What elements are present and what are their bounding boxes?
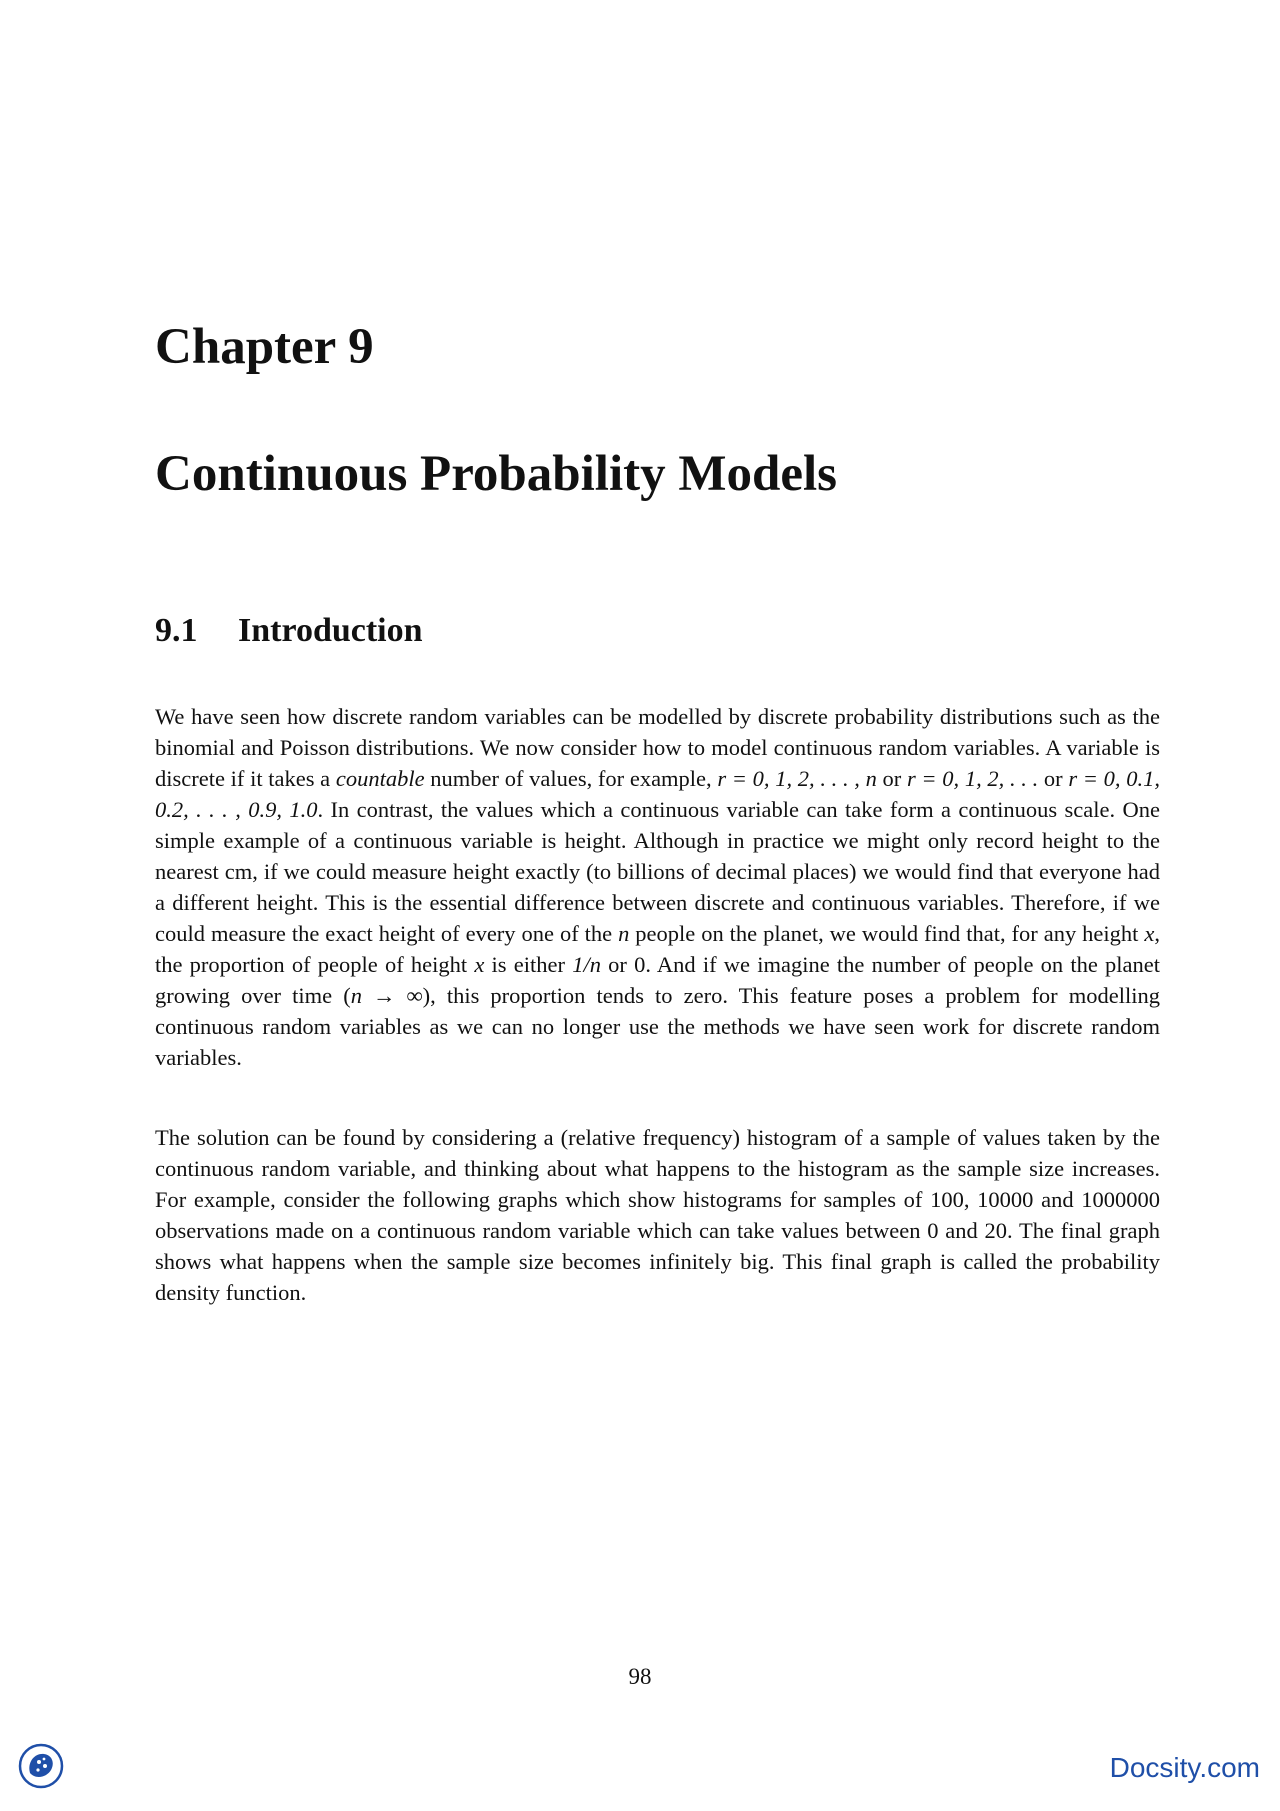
emphasis-countable: countable — [335, 766, 425, 791]
intro-paragraph-2 — [155, 1122, 1160, 1308]
text-run: number of values, for example, — [424, 766, 718, 791]
math-variable: x — [1144, 921, 1155, 946]
math-expression: n → ∞ — [350, 983, 423, 1008]
text-run: people on the planet, we would find that, for any height — [629, 921, 1145, 946]
text-run: We have seen how discrete random variables can be modelled by discrete probability distributions such as the binomial and Poisson distributions. We now consider how to model continuous random variables. A variable is discrete if it takes a — [155, 704, 1160, 791]
text-run: , the proportion of people of height — [155, 921, 1160, 977]
text-run: ), this proportion tends to zero. This feature poses a problem for modelling continuous random variables as we can no longer use the methods we have seen work for discrete random variables. — [155, 983, 1160, 1070]
text-run: or — [1038, 766, 1069, 791]
section-number: 9.1 — [155, 612, 198, 649]
math-variable: n — [618, 921, 630, 946]
chapter-title: Continuous Probability Models — [155, 446, 838, 502]
math-value: 0 — [634, 952, 646, 977]
section-heading — [155, 614, 423, 648]
math-variable: x — [474, 952, 485, 977]
docsity-link[interactable]: Docsity.com — [1109, 1752, 1260, 1783]
math-expression: 1/n — [572, 952, 601, 977]
paragraph-text: The solution can be found by considering a (relative frequency) histogram of a sample of values taken by the continuous random variable, and thinking about what happens to the histogram as the sample size increases. For example, consider the following graphs which show histograms for samples of 100, 10000 and 1000000 observations made on a continuous random variable which can take values between 0 and 20. The final graph shows what happens when the sample size becomes infinitely big. This final graph is called the probability density function. — [155, 1125, 1160, 1305]
section-title: Introduction — [238, 612, 423, 649]
math-expression: r = 0, 1, 2, . . . , n — [717, 766, 877, 791]
text-run: . In contrast, the values which a continuous variable can take form a continuous scale. One simple example of a continuous variable is height. Although in practice we might only record height to the nearest cm, if we could measure height exactly (to billions of decimal places) we would find that everyone had a different height. This is the essential difference between discrete and continuous variables. Therefore, if we could measure the exact height of every one of the — [155, 797, 1161, 946]
text-run: or — [876, 766, 907, 791]
text-run: . And if we imagine the number of people on the planet growing over time ( — [155, 952, 1160, 1008]
page-number: 98 — [628, 1664, 652, 1689]
intro-paragraph-1 — [155, 701, 1160, 1073]
text-run: is either — [484, 952, 573, 977]
math-expression: r = 0, 1, 2, . . . — [906, 766, 1039, 791]
text-run: or — [600, 952, 635, 977]
docsity-logo-icon[interactable] — [18, 1743, 64, 1789]
chapter-label: Chapter 9 — [155, 319, 374, 375]
math-expression: r = 0, 0.1, 0.2, . . . , 0.9, 1.0 — [155, 766, 1160, 822]
